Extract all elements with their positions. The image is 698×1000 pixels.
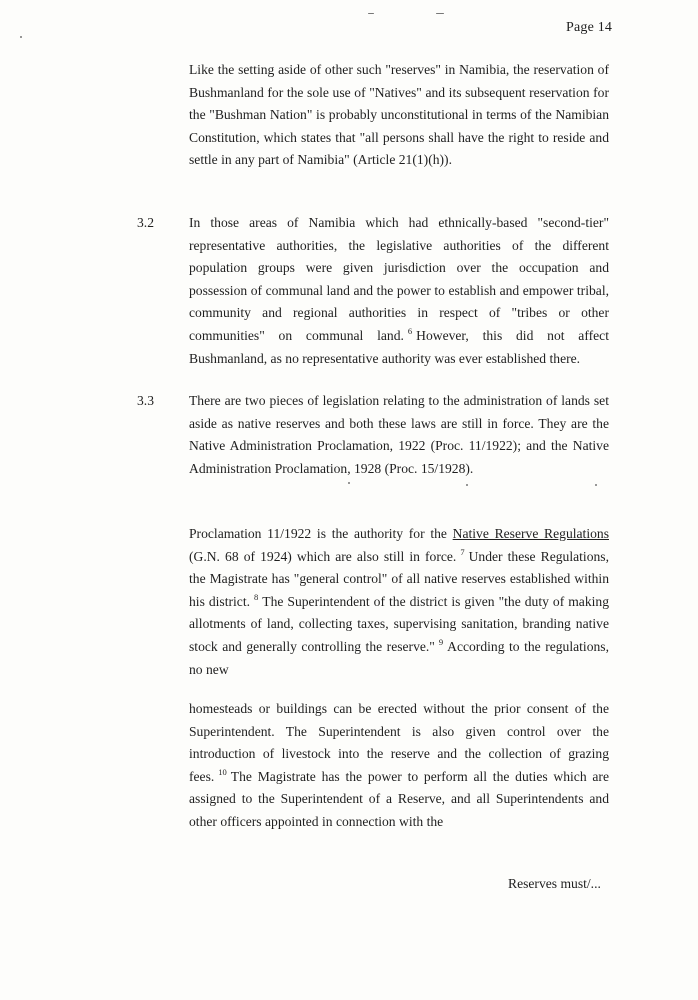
- scan-speck: [436, 13, 444, 14]
- scan-speck: [466, 484, 468, 486]
- footnote-ref-10: 10: [218, 767, 227, 778]
- paragraph-3-3: There are two pieces of legislation relating to the administration of lands set aside as native reserves and both these laws are still in force. They are the Native Administration Proclamation, 1922 (Proc. 11/1922); and the Native Administration Proclamation, 1928 (Proc. 15/1928).: [189, 393, 609, 476]
- paragraph-regulations-text-a: Proclamation 11/1922 is the authority for the: [189, 526, 447, 541]
- footnote-ref-6: 6: [407, 326, 413, 337]
- footnote-ref-9: 9: [438, 637, 444, 648]
- regulations-title: Native Reserve Regulations: [452, 526, 609, 541]
- paragraph-regulations-text-c: Under these Regulations, the Magistrate has "general control" of all native reserves established within his district.: [189, 548, 609, 609]
- scan-speck: [20, 36, 22, 38]
- section-number-3-2: 3.2: [137, 215, 154, 230]
- continuation-note: Reserves must/...: [508, 876, 601, 891]
- paragraph-regulations: [189, 523, 609, 681]
- footnote-ref-7: 7: [460, 547, 465, 558]
- paragraph-continued-text-b: The Magistrate has the power to perform all the duties which are assigned to the Superintendent of a Reserve, and all Superintendents and other officers appointed in connection with the: [189, 768, 609, 829]
- paragraph-regulations-text-d: The Superintendent of the district is given "the duty of making allotments of land, collecting taxes, supervising sanitation, branding native stock and generally controlling the reserve.": [189, 593, 609, 654]
- paragraph-continued: [189, 698, 609, 834]
- section-number-3-3: 3.3: [137, 393, 154, 408]
- scan-speck: [595, 484, 597, 486]
- scan-speck: [368, 13, 374, 14]
- paragraph-3-2-text-a: In those areas of Namibia which had ethnically-based "second-tier" representative authorities, the legislative authorities of the different population groups were given jurisdiction over the occupation and possession of communal land and the power to establish and empower tribal, community and regional authorities in respect of "tribes or other communities" on communal land.: [189, 215, 609, 343]
- footnote-ref-8: 8: [254, 592, 259, 603]
- paragraph-regulations-text-b: (G.N. 68 of 1924) which are also still in force.: [189, 548, 457, 564]
- paragraph-3-2: [189, 212, 609, 370]
- paragraph-regulations-text-e: According to the regulations, no new: [189, 638, 609, 677]
- page-number: Page 14: [566, 20, 613, 35]
- paragraph-3-2-text-b: However, this did not affect Bushmanland, as no representative authority was ever established there.: [189, 327, 609, 366]
- scan-speck: [348, 482, 350, 484]
- paragraph-intro: Like the setting aside of other such "reserves" in Namibia, the reservation of Bushmanland for the sole use of "Natives" and its subsequent reservation for the "Bushman Nation" is probably unconstitutional in terms of the Namibian Constitution, which states that "all persons shall have the right to reside and settle in any part of Namibia" (Article 21(1)(h)).: [189, 62, 609, 168]
- paragraph-continued-text-a: homesteads or buildings can be erected without the prior consent of the Superintendent. The Superintendent is also given control over the introduction of livestock into the reserve and the collection of grazing fees.: [189, 701, 609, 784]
